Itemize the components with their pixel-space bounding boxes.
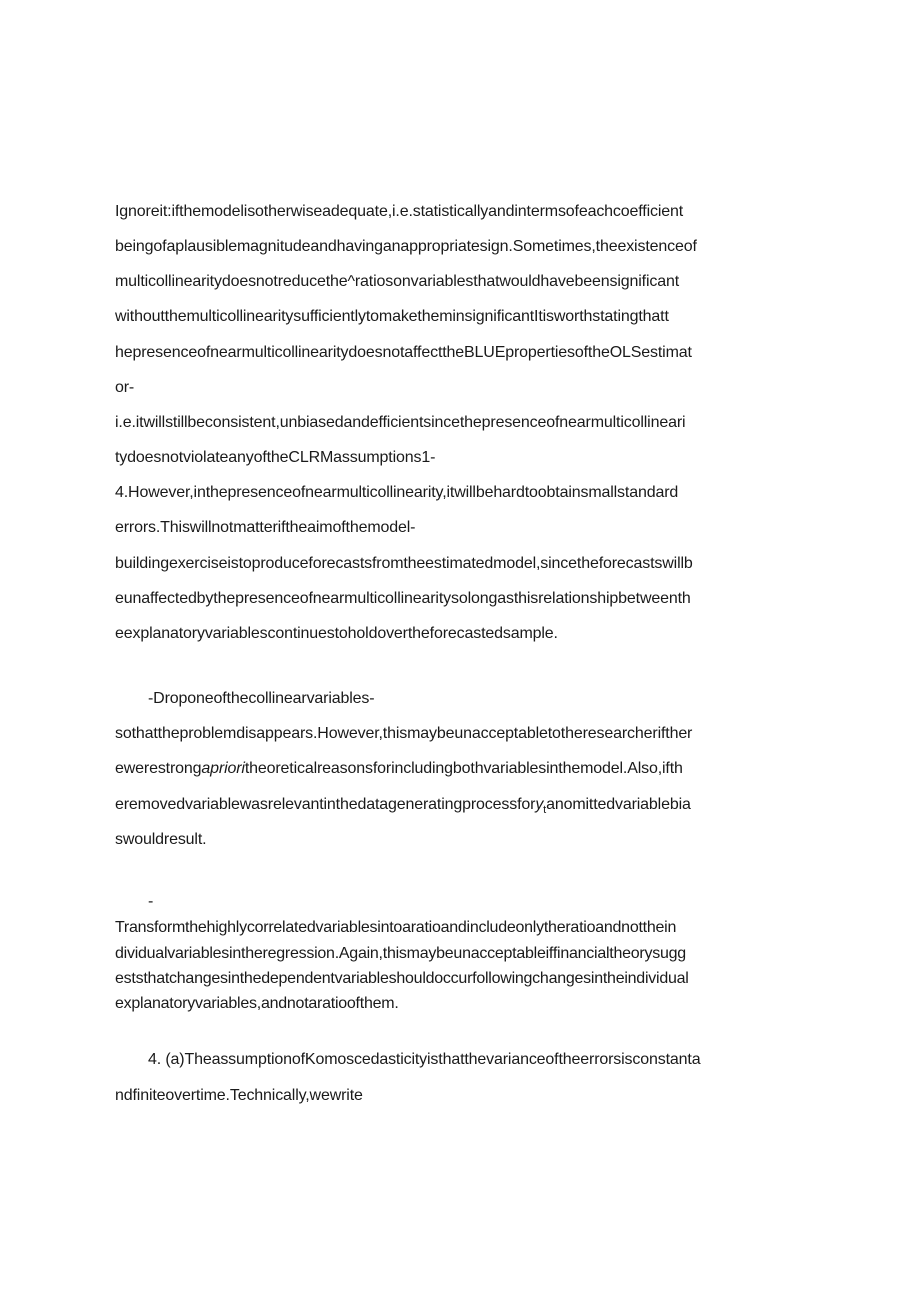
text-span: eremovedvariablewasrelevantinthedatageneratingprocessfor <box>115 796 536 813</box>
text-line <box>115 759 683 779</box>
text-line: explanatoryvariables,andnotaratioofthem. <box>115 995 399 1012</box>
text-line: swouldresult. <box>115 831 207 848</box>
math-subscript: t <box>543 804 547 816</box>
text-span: theoreticalreasonsforincludingbothvariablesinthemodel.Also,ifth <box>244 760 683 777</box>
text-line: -Droponeofthecollinearvariables- <box>148 690 375 707</box>
text-line: eexplanatoryvariablescontinuestoholdovertheforecastedsample. <box>115 625 558 642</box>
text-line: errors.Thiswillnotmatteriftheaimofthemodel- <box>115 519 416 536</box>
text-line: i.e.itwillstillbeconsistent,unbiasedandefficientsincethepresenceofnearmulticollineari <box>115 414 686 431</box>
text-line: beingofaplausiblemagnitudeandhavinganappropriatesign.Sometimes,theexistenceof <box>115 238 697 255</box>
text-line: multicollinearitydoesnotreducethe^ratiosonvariablesthatwouldhavebeensignificant <box>115 273 680 290</box>
text-line: tydoesnotviolateanyoftheCLRMassumptions1- <box>115 449 436 466</box>
text-line: buildingexerciseistoproduceforecastsfromtheestimatedmodel,sincetheforecastswillb <box>115 555 693 572</box>
text-line: Transformthehighlycorrelatedvariablesintoaratioandincludeonlytheratioandnotthein <box>115 919 677 936</box>
text-line: eststhatchangesinthedependentvariableshouldoccurfollowingchangesintheindividual <box>115 970 689 987</box>
text-line: or- <box>115 379 135 396</box>
text-line: eunaffectedbythepresenceofnearmulticollinearitysolongasthisrelationshipbetweenth <box>115 590 691 607</box>
text-line: Ignoreit:ifthemodelisotherwiseadequate,i.e.statisticallyandintermsofeachcoefficient <box>115 203 684 220</box>
text-line: ndfiniteovertime.Technically,wewrite <box>115 1087 363 1104</box>
text-line: 4. (a)TheassumptionofKomoscedasticityisthatthevarianceoftheerrorsisconstanta <box>148 1051 701 1068</box>
text-line <box>115 795 691 816</box>
math-variable: y <box>535 796 544 813</box>
text-line: dividualvariablesintheregression.Again,thismaybeunacceptableiffinancialtheorysugg <box>115 945 686 962</box>
italic-term: apriori <box>201 760 245 777</box>
text-span: ewerestrong <box>115 760 202 777</box>
text-line: - <box>148 893 154 910</box>
text-line: withoutthemulticollinearitysufficientlytomaketheminsignificantItisworthstatingthatt <box>115 308 669 325</box>
text-line: sothattheproblemdisappears.However,thismaybeunacceptabletotheresearcherifther <box>115 725 693 742</box>
text-line: 4.However,inthepresenceofnearmulticollinearity,itwillbehardtoobtainsmallstandard <box>115 484 679 501</box>
text-span: anomittedvariablebia <box>546 796 691 813</box>
text-line: hepresenceofnearmulticollinearitydoesnotaffecttheBLUEpropertiesoftheOLSestimat <box>115 344 692 361</box>
